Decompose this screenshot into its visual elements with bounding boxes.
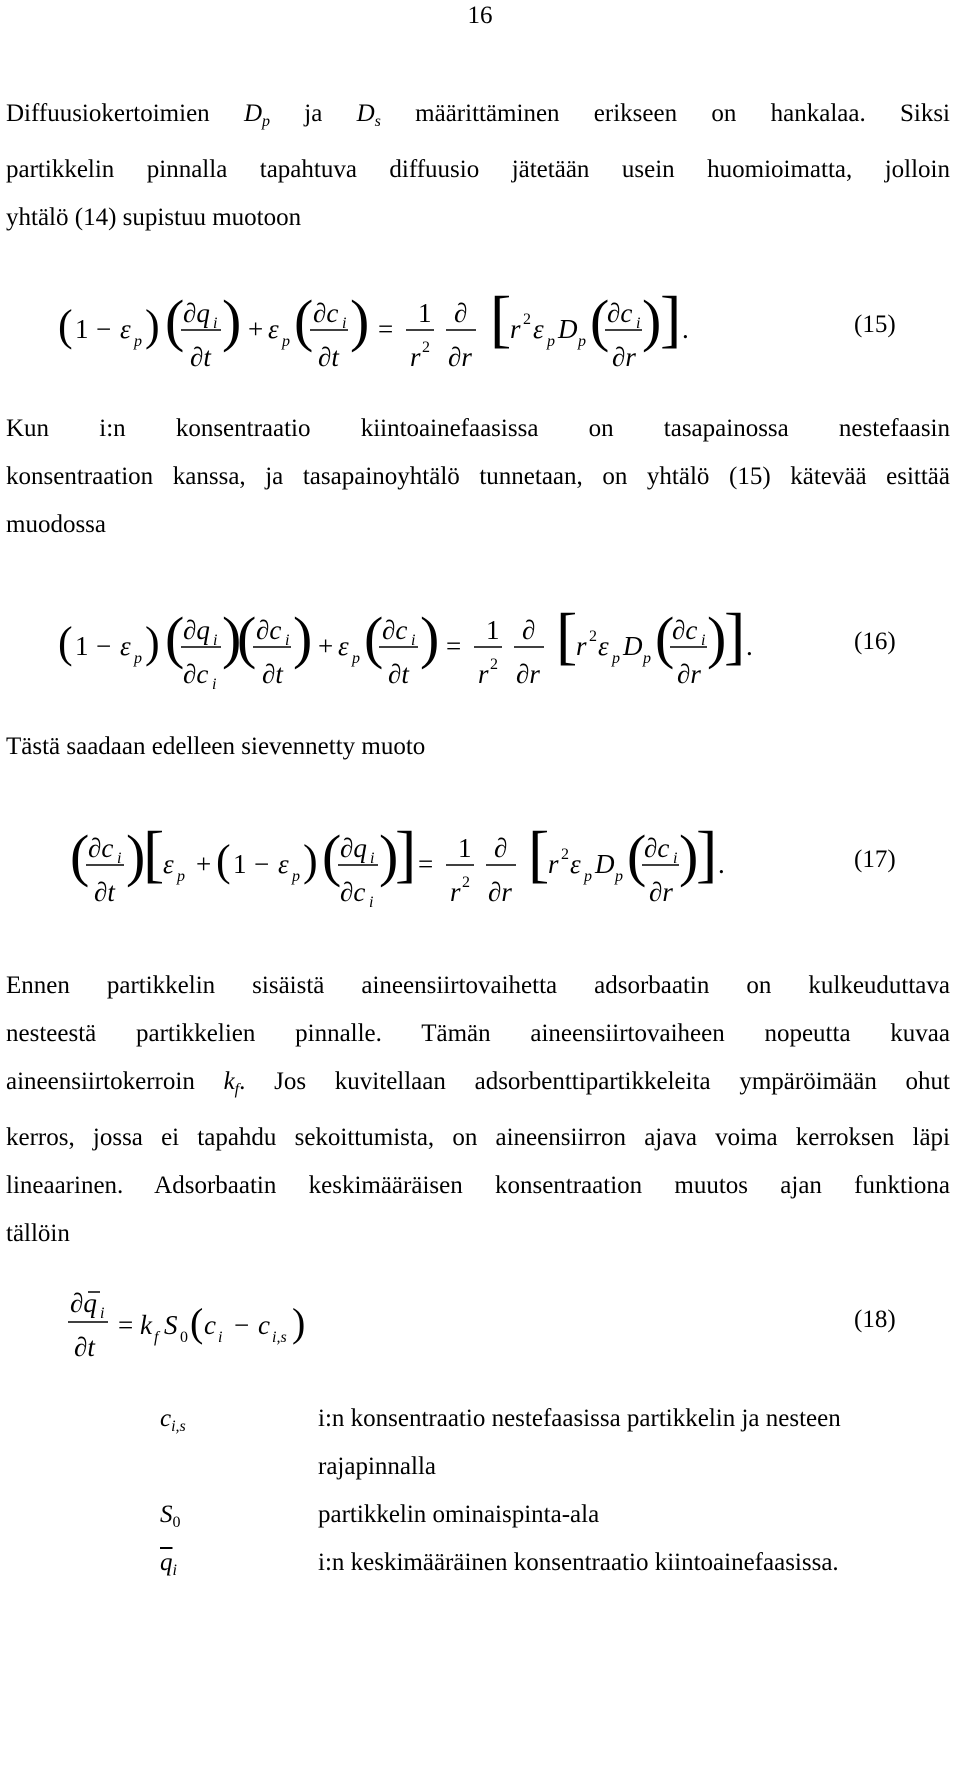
svg-text:ε: ε — [278, 849, 289, 879]
svg-text:]: ] — [395, 818, 417, 889]
equation-15 — [0, 278, 960, 378]
svg-text:(: ( — [627, 823, 647, 888]
svg-text:): ) — [303, 836, 318, 885]
svg-text:∂r: ∂r — [488, 877, 512, 907]
svg-text:+: + — [318, 631, 334, 661]
paragraph-line: Kun i:n konsentraatio kiintoainefaasissa on tasapainossa nestefaasin — [6, 415, 950, 442]
equation-number: (18) — [854, 1306, 896, 1333]
svg-text:1: 1 — [75, 631, 89, 661]
svg-text:ε: ε — [120, 314, 131, 344]
svg-text:[: [ — [556, 600, 578, 671]
svg-text:(: ( — [294, 288, 314, 353]
svg-text:): ) — [350, 288, 370, 353]
svg-text:r: r — [410, 342, 421, 372]
svg-text:r: r — [478, 659, 489, 689]
svg-text:): ) — [145, 618, 160, 667]
svg-text:]: ] — [724, 600, 746, 671]
svg-text:∂r: ∂r — [516, 659, 540, 689]
svg-text:p: p — [177, 868, 185, 885]
svg-text:p: p — [352, 650, 360, 667]
paragraph-line: yhtälö (14) supistuu muotoon — [6, 204, 302, 231]
svg-text:i: i — [213, 632, 218, 649]
svg-text:(: ( — [58, 301, 73, 350]
svg-text:p: p — [134, 333, 142, 350]
svg-text:): ) — [126, 823, 146, 888]
svg-text:): ) — [293, 605, 313, 670]
svg-text:r: r — [450, 877, 461, 907]
definition-symbol: $c_{i,s}$ — [160, 1405, 186, 1435]
svg-text:0: 0 — [180, 1329, 188, 1346]
svg-text:ε: ε — [533, 314, 544, 344]
page-number: 16 — [467, 2, 493, 29]
paragraph-1 — [6, 90, 950, 242]
svg-text:): ) — [642, 288, 662, 353]
paragraph-line: Tästä saadaan edelleen sievennetty muoto — [6, 733, 426, 760]
svg-text:−: − — [254, 849, 270, 879]
svg-text:p: p — [615, 868, 623, 885]
svg-text:2: 2 — [462, 874, 470, 891]
svg-text:[: [ — [490, 283, 512, 354]
paragraph-line: aineensiirtokerroin $k_f$. Jos kuvitellaan adsorbenttipartikkeleita ympäröimään ohut — [6, 1068, 950, 1098]
svg-text:=: = — [118, 1310, 134, 1340]
definition-text: partikkelin ominaispinta-ala — [318, 1501, 600, 1528]
svg-text:ε: ε — [338, 631, 349, 661]
svg-text:∂t: ∂t — [388, 659, 409, 689]
svg-text:c: c — [204, 1310, 216, 1340]
paragraph-line: kerros, jossa ei tapahdu sekoittumista, on aineensiirron ajava voima kerroksen läpi — [6, 1124, 950, 1151]
svg-text:p: p — [292, 868, 300, 885]
equation-number: (17) — [854, 846, 896, 873]
equation-number: (15) — [854, 311, 896, 338]
svg-text:k: k — [140, 1310, 152, 1340]
svg-text:(: ( — [165, 288, 185, 353]
svg-text:.: . — [746, 631, 753, 661]
svg-text:∂c: ∂c — [183, 659, 209, 689]
svg-text:∂r: ∂r — [448, 342, 472, 372]
svg-text:f: f — [154, 1329, 159, 1346]
svg-text:1: 1 — [75, 314, 89, 344]
svg-text:D: D — [558, 314, 578, 344]
svg-text:i: i — [117, 850, 122, 867]
svg-text:i: i — [212, 676, 217, 693]
svg-text:2: 2 — [490, 656, 498, 673]
svg-text:(: ( — [216, 836, 231, 885]
svg-text:1: 1 — [418, 298, 432, 328]
svg-text:i: i — [370, 850, 375, 867]
svg-text:+: + — [196, 849, 212, 879]
svg-text:[: [ — [528, 818, 550, 889]
svg-text:): ) — [379, 823, 399, 888]
paragraph-line: Diffuusiokertoimien $D_p$ ja $D_s$ määrittäminen erikseen on hankalaa. Siksi — [6, 100, 950, 130]
svg-text:∂: ∂ — [494, 833, 508, 863]
svg-text:]: ] — [696, 818, 718, 889]
svg-text:2: 2 — [523, 311, 531, 328]
svg-text:∂t: ∂t — [190, 342, 211, 372]
svg-text:∂t: ∂t — [74, 1332, 95, 1362]
paragraph-3 — [6, 723, 950, 771]
definition-text: i:n keskimääräinen konsentraatio kiintoainefaasissa. — [318, 1549, 839, 1576]
svg-text:D: D — [623, 631, 643, 661]
svg-text:p: p — [612, 650, 620, 667]
svg-text:(: ( — [58, 618, 73, 667]
paragraph-line: konsentraation kanssa, ja tasapainoyhtälö tunnetaan, on yhtälö (15) kätevää esittää — [6, 463, 950, 490]
svg-text:): ) — [292, 1300, 306, 1345]
svg-text:p: p — [584, 868, 592, 885]
paragraph-line: muodossa — [6, 511, 106, 538]
paragraph-4 — [6, 962, 950, 1258]
equation-17 — [0, 813, 960, 913]
svg-text:∂q: ∂q — [183, 615, 210, 645]
svg-text:(: ( — [655, 605, 675, 670]
svg-text:i: i — [369, 894, 374, 911]
svg-text:=: = — [446, 631, 462, 661]
svg-text:∂c: ∂c — [672, 615, 698, 645]
svg-text:∂c: ∂c — [88, 833, 114, 863]
paragraph-line: lineaarinen. Adsorbaatin keskimääräisen konsentraation muutos ajan funktiona — [6, 1172, 950, 1199]
svg-text:[: [ — [143, 818, 165, 889]
paragraph-line: partikkelin pinnalla tapahtuva diffuusio jätetään usein huomioimatta, jolloin — [6, 156, 950, 183]
paragraph-line: tällöin — [6, 1220, 70, 1247]
svg-text:D: D — [595, 849, 615, 879]
svg-text:i: i — [411, 632, 416, 649]
svg-text:): ) — [145, 301, 160, 350]
svg-text:.: . — [682, 314, 689, 344]
svg-text:i: i — [342, 315, 347, 332]
svg-text:.: . — [718, 849, 725, 879]
svg-text:+: + — [248, 314, 264, 344]
svg-text:∂q: ∂q — [183, 298, 210, 328]
equation-16 — [0, 595, 960, 695]
svg-text:∂c: ∂c — [313, 298, 339, 328]
svg-text:(: ( — [364, 605, 384, 670]
svg-text:r: r — [548, 849, 559, 879]
svg-text:i: i — [673, 850, 678, 867]
svg-text:∂r: ∂r — [677, 659, 701, 689]
svg-text:2: 2 — [422, 339, 430, 356]
symbol-definitions — [0, 1395, 960, 1765]
svg-text:ε: ε — [268, 314, 279, 344]
svg-text:i: i — [213, 315, 218, 332]
svg-text:): ) — [679, 823, 699, 888]
definition-symbol: $S_0$ — [160, 1501, 181, 1531]
svg-text:i: i — [636, 315, 641, 332]
svg-text:∂t: ∂t — [94, 877, 115, 907]
svg-text:i: i — [218, 1329, 223, 1346]
svg-text:i: i — [701, 632, 706, 649]
svg-text:1: 1 — [458, 833, 472, 863]
svg-text:(: ( — [190, 1300, 204, 1345]
svg-text:∂r: ∂r — [612, 342, 636, 372]
svg-text:i: i — [100, 1305, 105, 1322]
svg-text:∂t: ∂t — [318, 342, 339, 372]
svg-text:(: ( — [70, 823, 90, 888]
svg-text:=: = — [378, 314, 394, 344]
svg-text:p: p — [134, 650, 142, 667]
svg-text:): ) — [222, 288, 242, 353]
svg-text:2: 2 — [589, 628, 597, 645]
svg-text:−: − — [234, 1310, 250, 1340]
svg-text:p: p — [547, 333, 555, 350]
svg-text:p: p — [643, 650, 651, 667]
svg-text:): ) — [420, 605, 440, 670]
definition-symbol: $\overline{q}_i$ — [160, 1549, 177, 1579]
svg-text:∂c: ∂c — [382, 615, 408, 645]
svg-text:∂r: ∂r — [649, 877, 673, 907]
svg-text:=: = — [418, 849, 434, 879]
svg-text:1: 1 — [486, 615, 500, 645]
svg-text:∂q: ∂q — [340, 833, 367, 863]
svg-text:(: ( — [590, 288, 610, 353]
svg-text:∂c: ∂c — [644, 833, 670, 863]
paragraph-line: Ennen partikkelin sisäistä aineensiirtovaihetta adsorbaatin on kulkeuduttava — [6, 972, 950, 999]
svg-text:c: c — [258, 1310, 270, 1340]
svg-text:∂c: ∂c — [340, 877, 366, 907]
svg-text:(: ( — [165, 605, 185, 670]
svg-text:p: p — [578, 333, 586, 350]
paragraph-2 — [6, 405, 950, 549]
svg-text:i: i — [285, 632, 290, 649]
svg-text:(: ( — [237, 605, 257, 670]
svg-text:ε: ε — [163, 849, 174, 879]
svg-text:∂: ∂ — [454, 298, 468, 328]
svg-text:): ) — [222, 605, 242, 670]
svg-text:): ) — [707, 605, 727, 670]
definition-text: i:n konsentraatio nestefaasissa partikkelin ja nesteen rajapinnalla — [318, 1405, 841, 1480]
svg-text:−: − — [96, 631, 112, 661]
svg-text:ε: ε — [120, 631, 131, 661]
equation-number: (16) — [854, 628, 896, 655]
svg-text:i,s: i,s — [272, 1329, 287, 1346]
svg-text:2: 2 — [561, 846, 569, 863]
svg-text:−: − — [96, 314, 112, 344]
svg-text:r: r — [510, 314, 521, 344]
svg-text:ε: ε — [570, 849, 581, 879]
svg-text:∂: ∂ — [522, 615, 536, 645]
svg-text:1: 1 — [233, 849, 247, 879]
svg-text:ε: ε — [598, 631, 609, 661]
svg-text:]: ] — [660, 283, 682, 354]
svg-text:∂t: ∂t — [262, 659, 283, 689]
svg-text:(: ( — [322, 823, 342, 888]
svg-text:p: p — [282, 333, 290, 350]
svg-text:S: S — [164, 1310, 178, 1340]
svg-text:r: r — [576, 631, 587, 661]
equation-18 — [0, 1268, 960, 1368]
svg-text:∂c: ∂c — [607, 298, 633, 328]
svg-text:∂c: ∂c — [256, 615, 282, 645]
svg-text:∂q: ∂q — [70, 1288, 97, 1318]
paragraph-line: nesteestä partikkelien pinnalle. Tämän aineensiirtovaiheen nopeutta kuvaa — [6, 1020, 950, 1047]
